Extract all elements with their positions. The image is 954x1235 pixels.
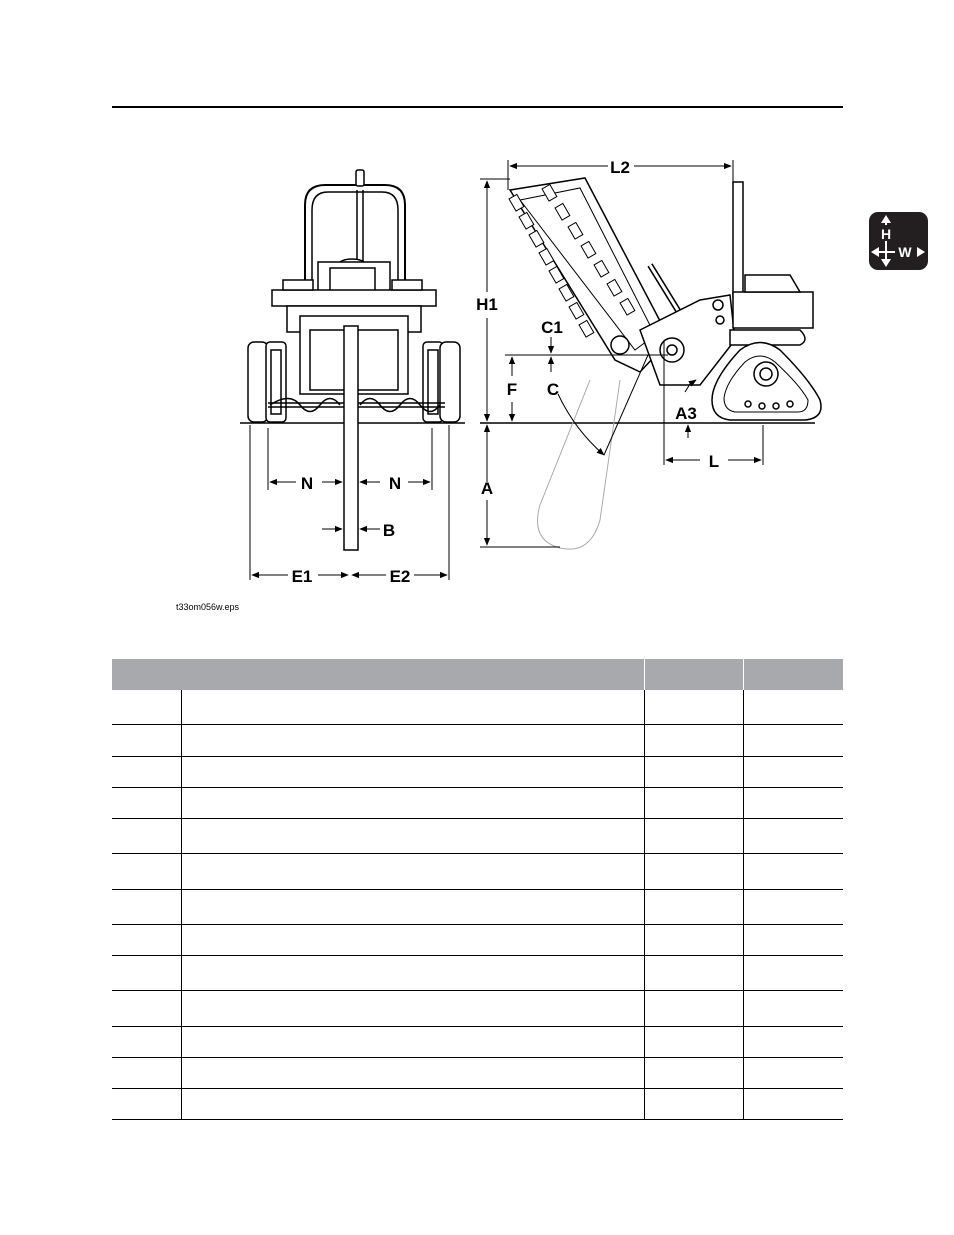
table-row — [112, 818, 843, 853]
label-l: L — [708, 452, 720, 471]
row-value-2 — [744, 889, 843, 924]
row-description — [181, 990, 644, 1026]
trencher-dimension-diagram — [230, 160, 830, 590]
row-value-1 — [645, 818, 744, 853]
row-description — [181, 1057, 644, 1088]
row-value-2 — [744, 690, 843, 724]
row-code — [112, 1057, 181, 1088]
label-b: B — [382, 521, 396, 540]
row-code — [112, 1088, 181, 1119]
table-row — [112, 756, 843, 787]
row-description — [181, 818, 644, 853]
row-value-2 — [744, 924, 843, 955]
row-description — [181, 924, 644, 955]
row-value-1 — [645, 924, 744, 955]
row-code — [112, 889, 181, 924]
table-row — [112, 690, 843, 724]
row-value-1 — [645, 756, 744, 787]
row-code — [112, 955, 181, 990]
row-description — [181, 690, 644, 724]
row-value-1 — [645, 853, 744, 889]
label-c1: C1 — [541, 318, 563, 337]
row-value-1 — [645, 787, 744, 818]
row-value-1 — [645, 889, 744, 924]
row-value-1 — [645, 724, 744, 756]
dimensions-section-tab[interactable] — [869, 212, 928, 270]
table-row — [112, 889, 843, 924]
row-value-2 — [744, 1088, 843, 1119]
row-value-2 — [744, 724, 843, 756]
header-description — [112, 659, 645, 690]
label-h1: H1 — [476, 295, 498, 314]
row-value-2 — [744, 955, 843, 990]
table-row — [112, 924, 843, 955]
label-e2: E2 — [389, 567, 411, 586]
row-description — [181, 1026, 644, 1057]
row-code — [112, 990, 181, 1026]
header-rule — [112, 106, 843, 108]
row-value-2 — [744, 787, 843, 818]
row-value-1 — [645, 1026, 744, 1057]
table-row — [112, 724, 843, 756]
row-value-1 — [645, 690, 744, 724]
row-code — [112, 853, 181, 889]
label-a: A — [480, 479, 494, 498]
label-n-left: N — [300, 474, 314, 493]
row-code — [112, 724, 181, 756]
label-l2: L2 — [610, 160, 630, 177]
row-description — [181, 955, 644, 990]
row-description — [181, 756, 644, 787]
table-row — [112, 787, 843, 818]
table-row — [112, 1026, 843, 1057]
row-code — [112, 690, 181, 724]
front-view-machine — [240, 170, 465, 550]
tab-height-letter: H — [880, 226, 892, 242]
table-row — [112, 853, 843, 889]
row-code — [112, 1026, 181, 1057]
table-row — [112, 955, 843, 990]
row-description — [181, 724, 644, 756]
row-value-1 — [645, 1057, 744, 1088]
row-description — [181, 787, 644, 818]
row-value-2 — [744, 756, 843, 787]
row-value-1 — [645, 990, 744, 1026]
header-unit-2 — [744, 659, 843, 690]
figure-caption: t33om056w.eps — [176, 602, 240, 612]
row-code — [112, 787, 181, 818]
row-value-1 — [645, 955, 744, 990]
row-description — [181, 889, 644, 924]
row-description — [181, 1088, 644, 1119]
table-row — [112, 1057, 843, 1088]
row-description — [181, 853, 644, 889]
label-e1: E1 — [291, 567, 313, 586]
label-a3: A3 — [675, 404, 697, 423]
label-c: C — [546, 380, 560, 399]
row-code — [112, 756, 181, 787]
row-value-2 — [744, 818, 843, 853]
label-f: F — [506, 380, 518, 399]
tab-width-letter: W — [898, 244, 912, 260]
row-value-2 — [744, 853, 843, 889]
table-row — [112, 1088, 843, 1119]
table-row — [112, 990, 843, 1026]
header-unit-1 — [645, 659, 744, 690]
specification-table — [112, 659, 843, 1120]
row-code — [112, 818, 181, 853]
height-width-arrows-icon — [869, 212, 928, 270]
row-value-2 — [744, 990, 843, 1026]
row-value-2 — [744, 1026, 843, 1057]
row-value-2 — [744, 1057, 843, 1088]
side-view-machine — [480, 178, 821, 549]
row-value-1 — [645, 1088, 744, 1119]
row-code — [112, 924, 181, 955]
label-n-right: N — [388, 474, 402, 493]
table-header-row — [112, 659, 843, 690]
